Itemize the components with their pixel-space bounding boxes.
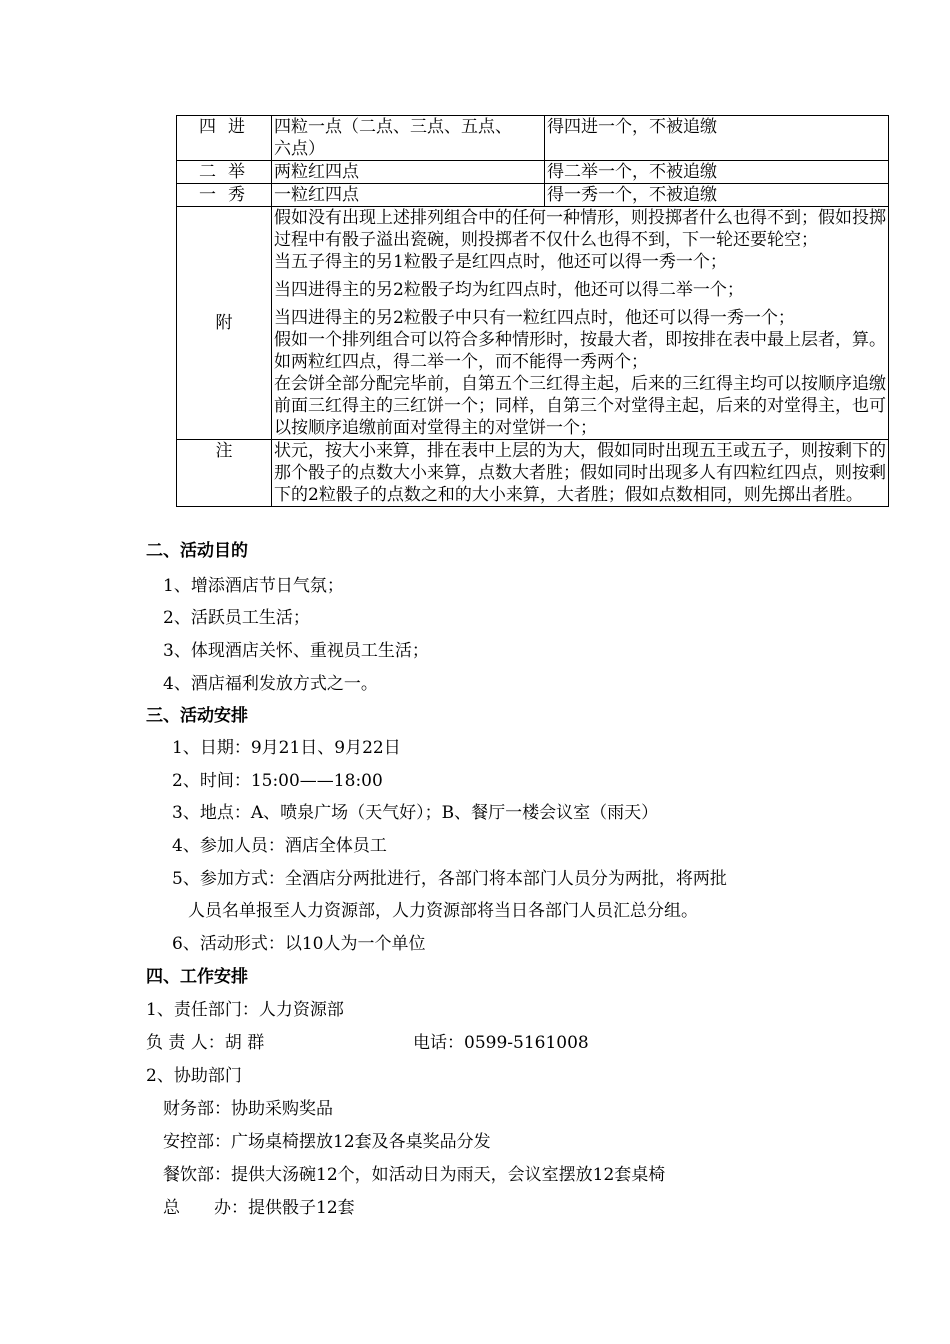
list-item: 4、酒店福利发放方式之一。 [163, 674, 378, 694]
list-item: 6、活动形式：以10人为一个单位 [172, 934, 426, 954]
notes-cell [272, 207, 889, 440]
list-item: 1、增添酒店节日气氛； [163, 576, 344, 596]
side-label-fu: 附 [177, 207, 272, 440]
list-item: 安控部：广场桌椅摆放12套及各桌奖品分发 [163, 1132, 491, 1152]
note-paragraph: 在会饼全部分配完毕前，自第五个三红得主起，后来的三红得主均可以按顺序追缴前面三红得主的三红饼一个；同样，自第三个对堂得主起，后来的对堂得主，也可以按顺序追缴前面对堂得主的对堂饼一个； [274, 374, 886, 438]
note-paragraph: 当四进得主的另2粒骰子中只有一粒红四点时，他还可以得一秀一个； [274, 308, 795, 328]
table-row [177, 184, 889, 207]
assist-heading: 2、协助部门 [146, 1066, 242, 1086]
rule-pattern: 两粒红四点 [272, 161, 545, 184]
list-item: 3、体现酒店关怀、重视员工生活； [163, 641, 429, 661]
note-paragraph: 状元，按大小来算，排在表中上层的为大，假如同时出现五王或五子，则按剩下的那个骰子的点数大小来算，点数大者胜；假如同时出现多人有四粒红四点，则按剩下的2粒骰子的点数之和的大小来算，大者胜；假如点数相同，则先掷出者胜。 [274, 441, 886, 505]
list-item: 1、日期：9月21日、9月22日 [172, 738, 401, 758]
rule-pattern: 一粒红四点 [272, 184, 545, 207]
rule-result: 得一秀一个，不被追缴 [545, 184, 889, 207]
list-item: 餐饮部：提供大汤碗12个，如活动日为雨天，会议室摆放12套桌椅 [163, 1165, 666, 1185]
list-item: 3、地点：A、喷泉广场（天气好）；B、餐厅一楼会议室（雨天） [172, 803, 659, 823]
list-item: 2、活跃员工生活； [163, 608, 310, 628]
list-item: 人员名单报至人力资源部，人力资源部将当日各部门人员汇总分组。 [188, 901, 698, 921]
rule-name: 一秀 [177, 184, 272, 207]
table-row [177, 440, 889, 507]
list-item: 财务部：协助采购奖品 [163, 1099, 333, 1119]
notes-cell [272, 440, 889, 507]
section-heading: 四、工作安排 [146, 967, 248, 987]
section-heading: 三、活动安排 [146, 706, 248, 726]
rule-pattern [272, 116, 545, 161]
rule-name: 四进 [177, 116, 272, 161]
note-paragraph: 假如没有出现上述排列组合中的任何一种情形，则投掷者什么也得不到；假如投掷过程中有骰子溢出瓷碗，则投掷者不仅什么也得不到，下一轮还要轮空； [274, 208, 886, 250]
section-heading: 二、活动目的 [146, 541, 248, 561]
rules-table [176, 115, 889, 507]
table-row [177, 207, 889, 440]
phone-number: 电话：0599-5161008 [413, 1033, 589, 1053]
list-item: 4、参加人员：酒店全体员工 [172, 836, 387, 856]
rule-pattern-line: 四粒一点（二点、三点、五点、 [274, 117, 512, 137]
list-item: 5、参加方式：全酒店分两批进行，各部门将本部门人员分为两批，将两批 [172, 869, 727, 889]
note-paragraph: 假如一个排列组合可以符合多种情形时，按最大者，即按排在表中最上层者，算。如两粒红四点，得二举一个，而不能得一秀两个； [274, 330, 886, 372]
list-item: 总 办：提供骰子12套 [163, 1198, 355, 1218]
side-label-zhu: 注 [177, 440, 272, 507]
table-row [177, 116, 889, 161]
note-paragraph: 当五子得主的另1粒骰子是红四点时，他还可以得一秀一个； [274, 252, 727, 272]
rule-pattern-line: 六点） [274, 139, 325, 159]
rule-result: 得二举一个，不被追缴 [545, 161, 889, 184]
table-row [177, 161, 889, 184]
responsible-person: 负 责 人：胡 群 [146, 1033, 265, 1053]
note-paragraph: 当四进得主的另2粒骰子均为红四点时，他还可以得二举一个； [274, 280, 744, 300]
rule-result: 得四进一个，不被追缴 [545, 116, 889, 161]
rule-name: 二举 [177, 161, 272, 184]
list-item: 2、时间：15:00——18:00 [172, 771, 383, 791]
responsible-dept: 1、责任部门：人力资源部 [146, 1000, 344, 1020]
